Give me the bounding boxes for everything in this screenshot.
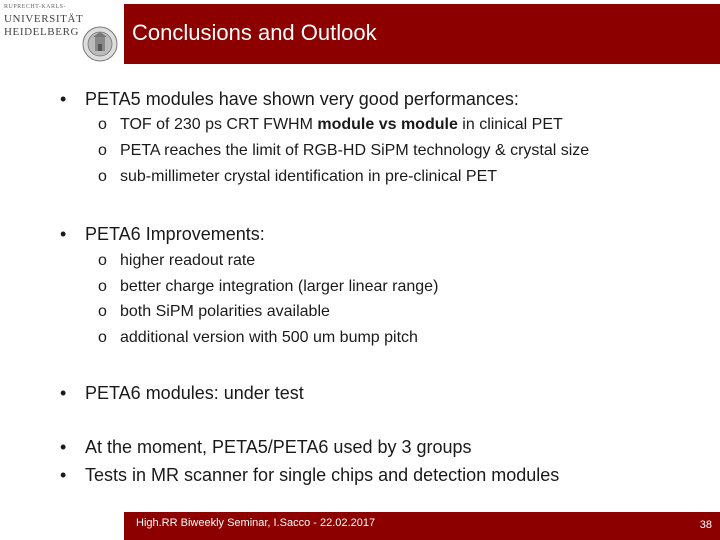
sub-bullet-text: higher readout rate bbox=[120, 252, 256, 269]
sub-bullet-text: PETA reaches the limit of RGB-HD SiPM technology & crystal size bbox=[120, 142, 590, 159]
bold-text: module vs module bbox=[317, 116, 458, 133]
logo-line-1: RUPRECHT-KARLS- bbox=[4, 4, 66, 10]
bullet-marker: • bbox=[60, 437, 67, 457]
bullet-text: PETA6 Improvements: bbox=[85, 224, 265, 244]
bullet-text: At the moment, PETA5/PETA6 used by 3 groups bbox=[85, 437, 472, 457]
slide-title: Conclusions and Outlook bbox=[132, 20, 377, 45]
footer-text: High.RR Biweekly Seminar, I.Sacco - 22.02.2017 bbox=[136, 517, 376, 529]
sub-bullet-marker: o bbox=[98, 142, 107, 159]
bullet-marker: • bbox=[60, 89, 67, 109]
sub-bullet-marker: o bbox=[98, 303, 107, 320]
sub-bullet-marker: o bbox=[98, 116, 107, 133]
sub-bullet-text bbox=[120, 116, 563, 134]
bullet-marker: • bbox=[60, 383, 67, 403]
sub-bullet-marker: o bbox=[98, 278, 107, 295]
sub-bullet-marker: o bbox=[98, 168, 107, 185]
bullet-marker: • bbox=[60, 224, 67, 244]
sub-bullet-text: better charge integration (larger linear range) bbox=[120, 278, 439, 295]
sub-bullet-marker: o bbox=[98, 252, 107, 269]
logo-line-2: UNIVERSITÄT bbox=[4, 13, 84, 25]
bullet-text: Tests in MR scanner for single chips and detection modules bbox=[85, 465, 560, 485]
bullet-text: PETA5 modules have shown very good performances: bbox=[85, 89, 519, 109]
sub-bullet-marker: o bbox=[98, 329, 107, 346]
sub-bullet-text: sub-millimeter crystal identification in pre-clinical PET bbox=[120, 168, 498, 185]
bullet-text: PETA6 modules: under test bbox=[85, 383, 304, 403]
text-part: TOF of 230 ps CRT FWHM bbox=[120, 116, 318, 133]
page-number: 38 bbox=[699, 519, 712, 531]
sub-bullet-text: additional version with 500 um bump pitch bbox=[120, 329, 418, 346]
slide-footer bbox=[124, 512, 720, 540]
text-part: in clinical PET bbox=[457, 116, 563, 133]
logo-line-3: HEIDELBERG bbox=[4, 26, 80, 38]
bullet-marker: • bbox=[60, 465, 67, 485]
sub-bullet-text: both SiPM polarities available bbox=[120, 303, 330, 320]
